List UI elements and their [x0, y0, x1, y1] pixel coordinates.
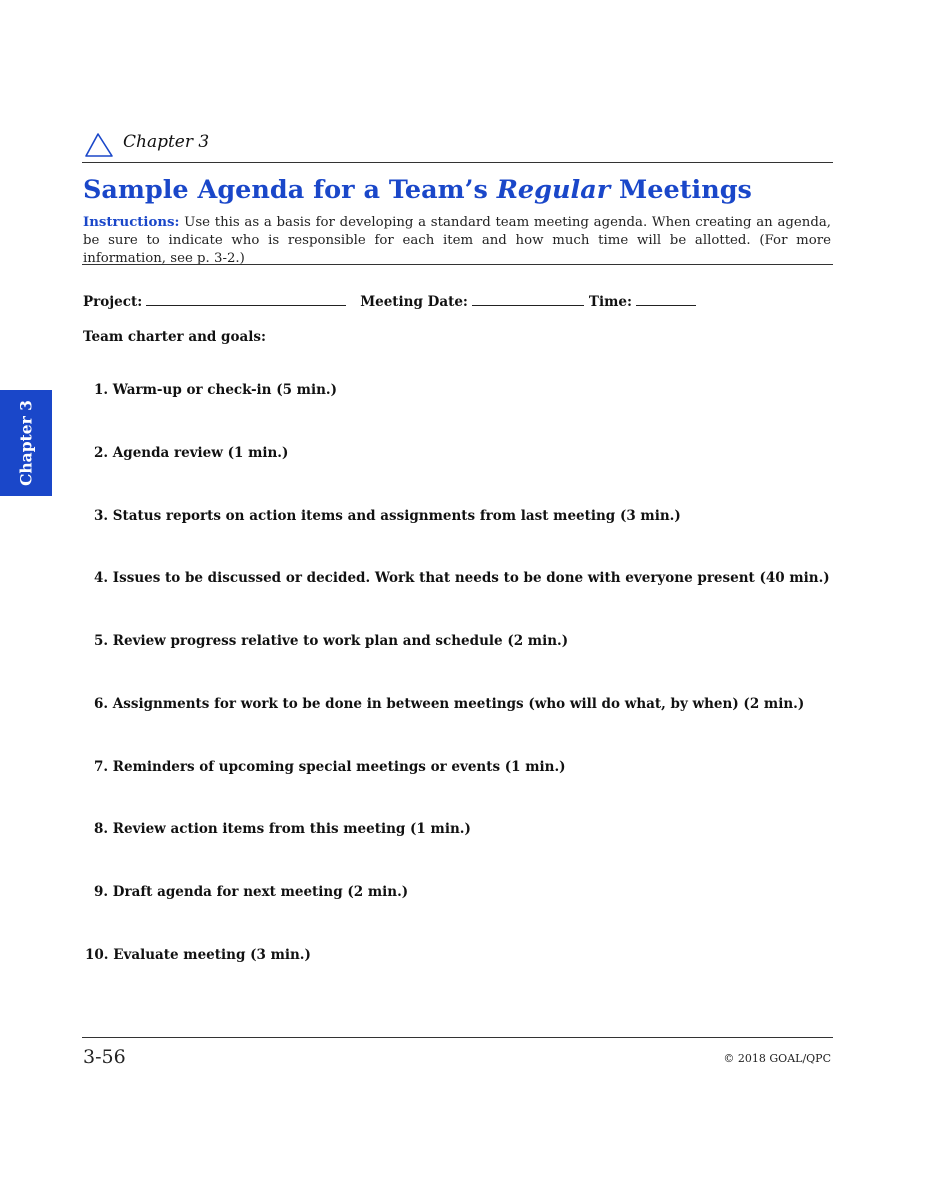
agenda-item: 4. Issues to be discussed or decided. Work that needs to be done with everyone present (40 min.) — [94, 570, 830, 586]
copyright: © 2018 GOAL/QPC — [723, 1052, 831, 1065]
charter-label: Team charter and goals: — [83, 329, 266, 345]
time-blank[interactable] — [636, 293, 696, 306]
footer-divider — [82, 1037, 833, 1038]
agenda-item: 2. Agenda review (1 min.) — [94, 445, 289, 461]
header-divider — [82, 162, 833, 163]
instructions-divider — [82, 264, 833, 265]
project-label: Project: — [83, 294, 143, 310]
chapter-side-tab — [0, 390, 52, 496]
agenda-item: 10. Evaluate meeting (3 min.) — [85, 947, 311, 963]
instructions-text: Use this as a basis for developing a standard team meeting agenda. When creating an agenda, be sure to indicate who is responsible for each item and how much time will be allotted. (For more information, see p. 3-2.) — [83, 215, 831, 266]
meeting-date-label: Meeting Date: — [360, 294, 468, 310]
agenda-item: 9. Draft agenda for next meeting (2 min.) — [94, 884, 409, 900]
side-tab-label: Chapter 3 — [16, 400, 36, 486]
agenda-item: 1. Warm-up or check-in (5 min.) — [94, 382, 337, 398]
agenda-item: 5. Review progress relative to work plan and schedule (2 min.) — [94, 633, 569, 649]
project-blank[interactable] — [146, 293, 346, 306]
time-label: Time: — [588, 294, 632, 310]
chapter-label: Chapter 3 — [123, 132, 210, 152]
agenda-item: 7. Reminders of upcoming special meetings or events (1 min.) — [94, 759, 566, 775]
instructions — [83, 214, 831, 268]
meeting-fields — [83, 293, 696, 310]
agenda-item: 6. Assignments for work to be done in between meetings (who will do what, by when) (2 min.) — [94, 696, 805, 712]
instructions-label: Instructions: — [83, 215, 180, 230]
agenda-item: 3. Status reports on action items and assignments from last meeting (3 min.) — [94, 508, 681, 524]
agenda-item: 8. Review action items from this meeting (1 min.) — [94, 821, 471, 837]
page-title: Sample Agenda for a Team’s Regular Meetings — [83, 175, 752, 205]
page-number: 3-56 — [83, 1046, 126, 1068]
meeting-date-blank[interactable] — [472, 293, 584, 306]
triangle-icon — [84, 132, 114, 158]
